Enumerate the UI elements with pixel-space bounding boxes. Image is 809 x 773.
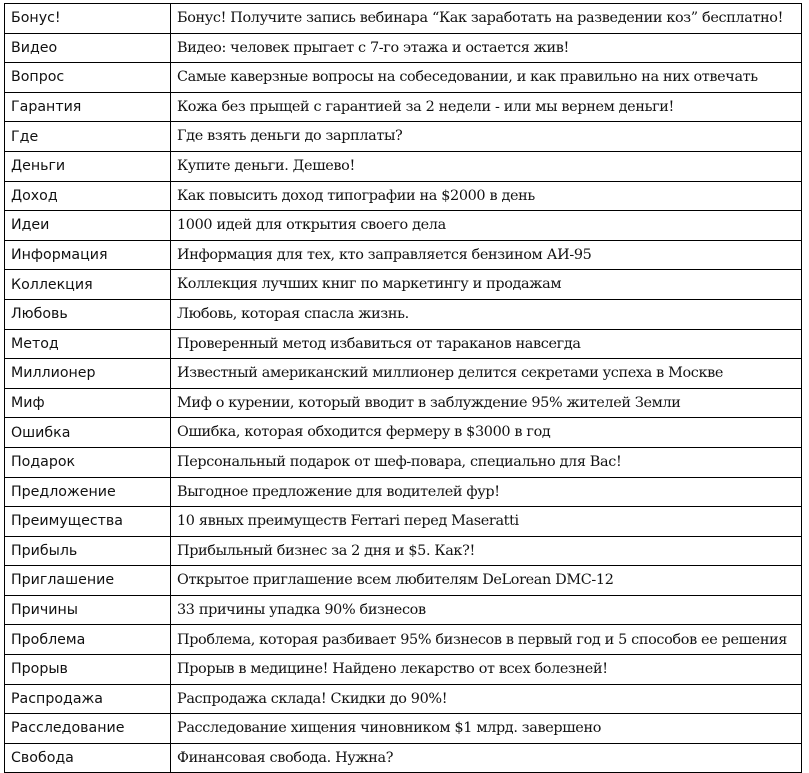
headline-cell: Купите деньги. Дешево!	[171, 151, 802, 181]
headline-cell: Самые каверзные вопросы на собеседовании, и как правильно на них отвечать	[171, 63, 802, 93]
table-row	[5, 181, 802, 211]
headline-cell: 10 явных преимуществ Ferrari перед Maseratti	[171, 507, 802, 537]
keyword-cell: Свобода	[5, 743, 171, 773]
table-row	[5, 507, 802, 537]
table-row	[5, 743, 802, 773]
headlines-table	[4, 3, 802, 773]
table-row	[5, 655, 802, 685]
table-row	[5, 299, 802, 329]
keyword-cell: Информация	[5, 240, 171, 270]
headline-cell: Коллекция лучших книг по маркетингу и продажам	[171, 270, 802, 300]
table-row	[5, 240, 802, 270]
keyword-cell: Идеи	[5, 211, 171, 241]
table-row	[5, 4, 802, 34]
headline-cell: Информация для тех, кто заправляется бензином АИ-95	[171, 240, 802, 270]
headline-cell: Любовь, которая спасла жизнь.	[171, 299, 802, 329]
headline-cell: Бонус! Получите запись вебинара “Как заработать на разведении коз” бесплатно!	[171, 4, 802, 34]
headline-cell: Где взять деньги до зарплаты?	[171, 122, 802, 152]
headline-cell: Ошибка, которая обходится фермеру в $3000 в год	[171, 418, 802, 448]
keyword-cell: Преимущества	[5, 507, 171, 537]
keyword-cell: Где	[5, 122, 171, 152]
table-row	[5, 63, 802, 93]
keyword-cell: Прорыв	[5, 655, 171, 685]
keyword-cell: Проблема	[5, 625, 171, 655]
table-row	[5, 122, 802, 152]
table-row	[5, 714, 802, 744]
keyword-cell: Коллекция	[5, 270, 171, 300]
keyword-cell: Распродажа	[5, 684, 171, 714]
keyword-cell: Расследование	[5, 714, 171, 744]
headline-cell: Персональный подарок от шеф-повара, специально для Вас!	[171, 447, 802, 477]
headline-cell: Открытое приглашение всем любителям DeLorean DMC-12	[171, 566, 802, 596]
headline-cell: 33 причины упадка 90% бизнесов	[171, 595, 802, 625]
keyword-cell: Миллионер	[5, 359, 171, 389]
table-row	[5, 595, 802, 625]
table-row	[5, 359, 802, 389]
table-row	[5, 684, 802, 714]
headline-cell: 1000 идей для открытия своего дела	[171, 211, 802, 241]
headline-cell: Проверенный метод избавиться от тараканов навсегда	[171, 329, 802, 359]
keyword-cell: Миф	[5, 388, 171, 418]
keyword-cell: Прибыль	[5, 536, 171, 566]
headline-cell: Распродажа склада! Скидки до 90%!	[171, 684, 802, 714]
table-row	[5, 329, 802, 359]
table-row	[5, 625, 802, 655]
keyword-cell: Предложение	[5, 477, 171, 507]
table-row	[5, 270, 802, 300]
headlines-table-body	[5, 4, 802, 773]
keyword-cell: Деньги	[5, 151, 171, 181]
table-row	[5, 536, 802, 566]
headline-cell: Миф о курении, который вводит в заблуждение 95% жителей Земли	[171, 388, 802, 418]
keyword-cell: Метод	[5, 329, 171, 359]
headline-cell: Прибыльный бизнес за 2 дня и $5. Как?!	[171, 536, 802, 566]
headline-cell: Проблема, которая разбивает 95% бизнесов в первый год и 5 способов ее решения	[171, 625, 802, 655]
keyword-cell: Любовь	[5, 299, 171, 329]
keyword-cell: Приглашение	[5, 566, 171, 596]
headline-cell: Видео: человек прыгает с 7-го этажа и остается жив!	[171, 33, 802, 63]
headline-cell: Кожа без прыщей с гарантией за 2 недели - или мы вернем деньги!	[171, 92, 802, 122]
headline-cell: Расследование хищения чиновником $1 млрд. завершено	[171, 714, 802, 744]
keyword-cell: Ошибка	[5, 418, 171, 448]
keyword-cell: Видео	[5, 33, 171, 63]
headline-cell: Выгодное предложение для водителей фур!	[171, 477, 802, 507]
table-row	[5, 566, 802, 596]
keyword-cell: Вопрос	[5, 63, 171, 93]
headline-cell: Известный американский миллионер делится секретами успеха в Москве	[171, 359, 802, 389]
table-row	[5, 388, 802, 418]
table-row	[5, 92, 802, 122]
headline-cell: Прорыв в медицине! Найдено лекарство от всех болезней!	[171, 655, 802, 685]
keyword-cell: Подарок	[5, 447, 171, 477]
keyword-cell: Доход	[5, 181, 171, 211]
headline-cell: Как повысить доход типографии на $2000 в день	[171, 181, 802, 211]
keyword-cell: Причины	[5, 595, 171, 625]
table-row	[5, 447, 802, 477]
table-row	[5, 418, 802, 448]
headline-cell: Финансовая свобода. Нужна?	[171, 743, 802, 773]
table-row	[5, 211, 802, 241]
table-row	[5, 477, 802, 507]
keyword-cell: Гарантия	[5, 92, 171, 122]
keyword-cell: Бонус!	[5, 4, 171, 34]
table-row	[5, 33, 802, 63]
table-row	[5, 151, 802, 181]
